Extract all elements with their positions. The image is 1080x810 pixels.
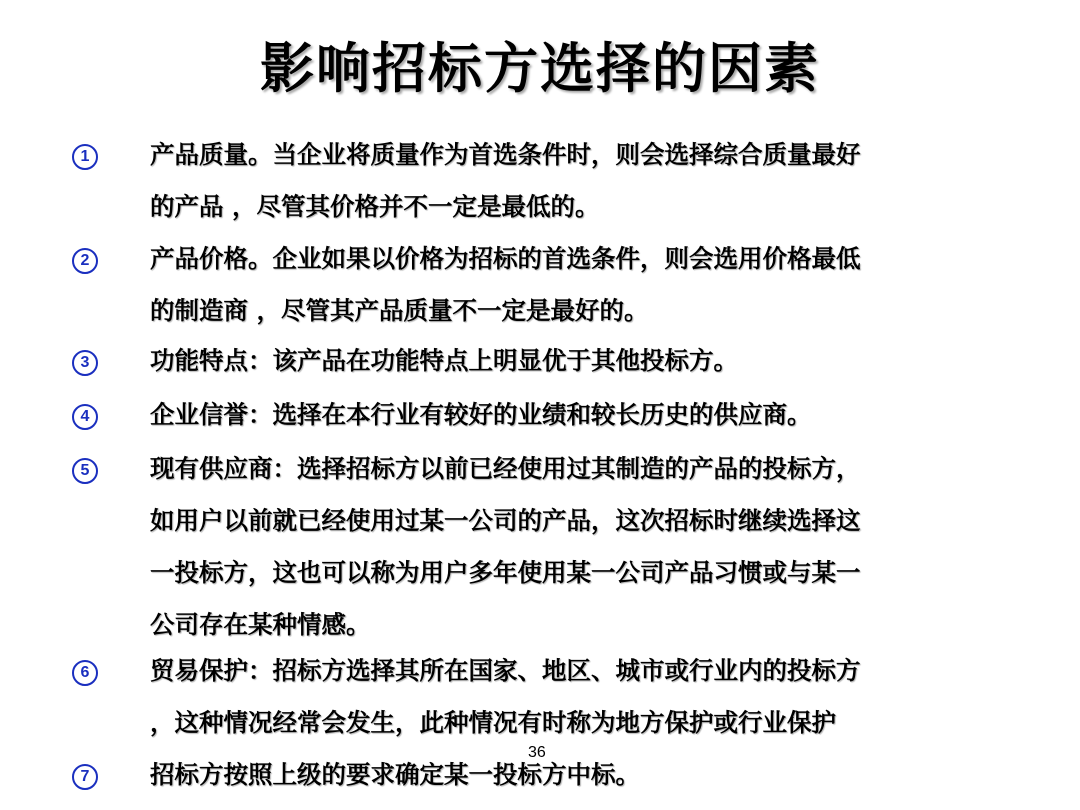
text-line: ，这种情况经常会发生，此种情况有时称为地方保护或行业保护 bbox=[150, 708, 836, 737]
text-line: 现有供应商：选择招标方以前已经使用过其制造的产品的投标方， bbox=[150, 454, 861, 483]
item-text bbox=[150, 233, 1030, 337]
number-marker: 5 bbox=[72, 458, 98, 484]
item-text bbox=[150, 335, 1030, 387]
text-line: 一投标方，这也可以称为用户多年使用某一公司产品习惯或与某一 bbox=[150, 558, 861, 587]
item-text bbox=[150, 389, 1030, 441]
text-line: 招标方按照上级的要求确定某一投标方中标。 bbox=[150, 760, 640, 789]
text-line: 的制造商 ，尽管其产品质量不一定是最好的。 bbox=[150, 296, 649, 325]
number-marker: 3 bbox=[72, 350, 98, 376]
page-number: 36 bbox=[528, 744, 546, 761]
text-line: 如用户以前就已经使用过某一公司的产品，这次招标时继续选择这 bbox=[150, 506, 861, 535]
number-marker: 7 bbox=[72, 764, 98, 790]
text-line: 功能特点：该产品在功能特点上明显优于其他投标方。 bbox=[150, 346, 738, 375]
page-title: 影响招标方选择的因素 bbox=[260, 36, 820, 100]
text-line: 产品质量。当企业将质量作为首选条件时，则会选择综合质量最好 bbox=[150, 140, 861, 169]
number-marker: 1 bbox=[72, 144, 98, 170]
item-text bbox=[150, 749, 1030, 801]
number-marker: 4 bbox=[72, 404, 98, 430]
item-text bbox=[150, 645, 1030, 749]
number-marker: 2 bbox=[72, 248, 98, 274]
text-line: 公司存在某种情感。 bbox=[150, 610, 371, 639]
text-line: 贸易保护：招标方选择其所在国家、地区、城市或行业内的投标方 bbox=[150, 656, 861, 685]
text-line: 企业信誉：选择在本行业有较好的业绩和较长历史的供应商。 bbox=[150, 400, 812, 429]
text-line: 的产品 ，尽管其价格并不一定是最低的。 bbox=[150, 192, 600, 221]
text-line: 产品价格。企业如果以价格为招标的首选条件，则会选用价格最低 bbox=[150, 244, 861, 273]
number-marker: 6 bbox=[72, 660, 98, 686]
item-text bbox=[150, 129, 1030, 233]
item-text bbox=[150, 443, 1030, 651]
